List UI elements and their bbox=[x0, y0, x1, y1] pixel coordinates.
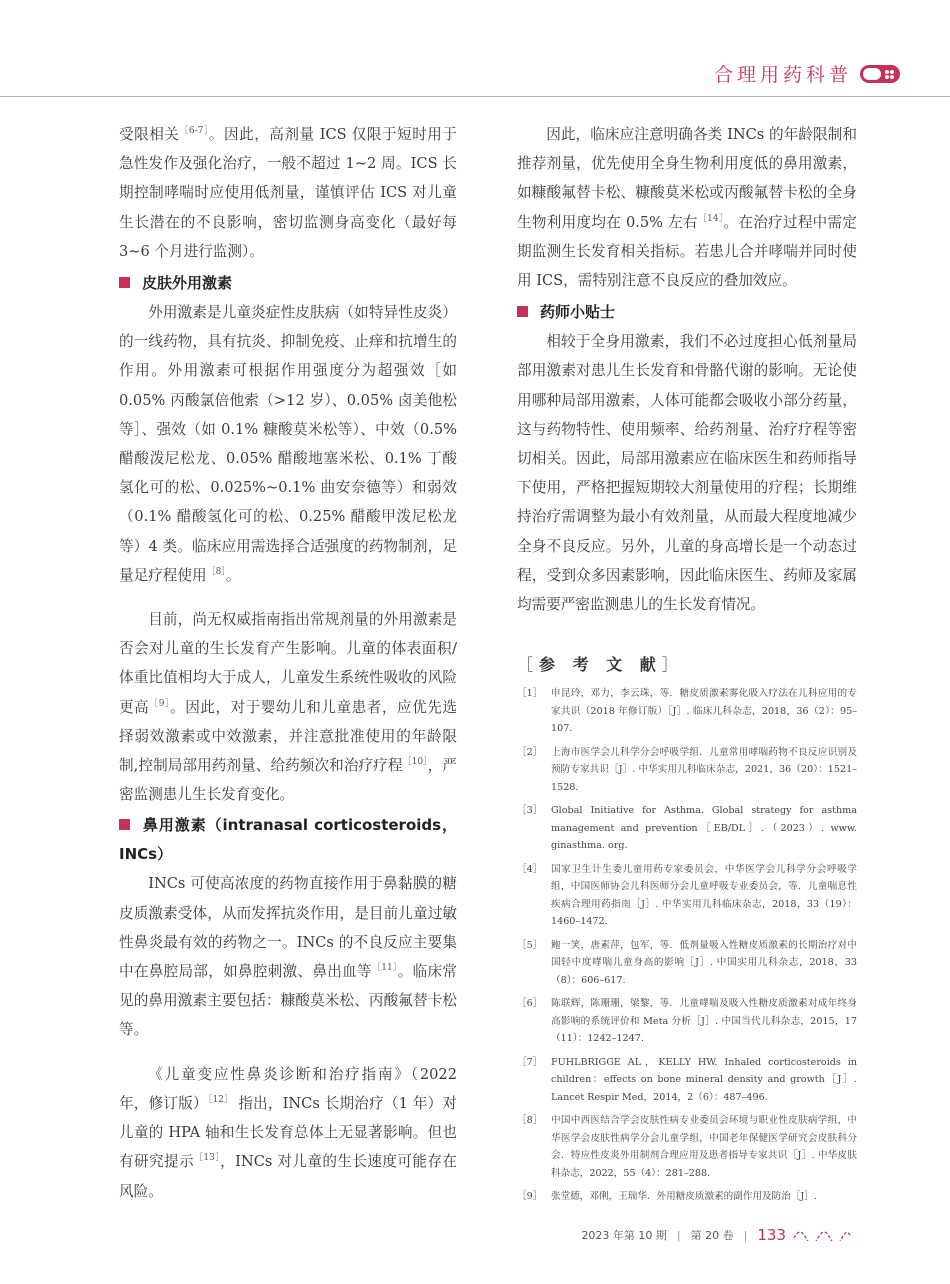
reference-number: ［5］ bbox=[517, 939, 543, 951]
section-heading-pharmacist-tips: 药师小贴士 bbox=[517, 297, 857, 327]
paragraph: 外用激素是儿童炎症性皮肤病（如特异性皮炎）的一线药物，具有抗炎、抑制免疫、止痒和抗增生的作用。外用激素可根据作用强度分为超强效［如 0.05% 丙酸氯倍他索（>12 岁）、0.05% 卤美他松等］、强效（如 0.1% 糠酸莫米松等）、中效（0.5% 醋酸泼尼松龙、0.05% 醋酸地塞米松、0.1% 丁酸氢化可的松、0.025%~0.1% 曲安奈德等）和弱效（0.1% 醋酸氢化可的松、0.25% 醋酸甲泼尼松龙等）4 类。临床应用需选择合适强度的药物制剂，足量足疗程使用$^{[8]}$。 bbox=[119, 304, 457, 584]
footer-separator: | bbox=[743, 1228, 748, 1242]
reference-text: 陈联辉，陈珊珊，梁黎，等．儿童哮喘及吸入性糖皮质激素对成年终身高影响的系统评价和 Meta 分析［J］. 中国当代儿科杂志，2015，17（11）：1242–1247. bbox=[551, 998, 857, 1045]
page-number: 133 bbox=[757, 1226, 786, 1244]
citation-ref: ［11］ bbox=[371, 963, 398, 974]
page-footer bbox=[581, 1226, 852, 1244]
journal-section-title: 合理用药科普 bbox=[713, 64, 852, 86]
reference-item bbox=[517, 802, 857, 855]
reference-text: Global Initiative for Asthma. Global strategy for asthma management and prevention［EB/DL］.（2023）. www. ginasthma. org. bbox=[551, 805, 857, 852]
reference-text: 鲍一笑，唐素萍，包军，等．低剂量吸入性糖皮质激素的长期治疗对中国轻中度哮喘儿童身高的影响［J］. 中国实用儿科杂志，2018，33（8）：606–617. bbox=[551, 939, 857, 986]
square-bullet-icon bbox=[119, 819, 130, 830]
citation-ref: ［12］ bbox=[207, 1094, 234, 1105]
references-title: ［参 考 文 献］ bbox=[517, 655, 684, 675]
issue-label: 2023 年第 10 期 bbox=[581, 1229, 667, 1242]
right-column bbox=[517, 120, 857, 1212]
reference-text: 张堂德，邓俐，王瑞华．外用糖皮质激素的副作用及防治［J］. bbox=[551, 1191, 817, 1203]
citation-ref: ［6-7］ bbox=[179, 126, 209, 136]
reference-item bbox=[517, 1112, 857, 1182]
section-heading-nasal-steroids: 鼻用激素（intranasal corticosteroids，INCs） bbox=[119, 816, 457, 864]
reference-item bbox=[517, 744, 857, 797]
header-rule bbox=[0, 96, 950, 97]
reference-number: ［7］ bbox=[517, 1056, 543, 1068]
paragraph: 《儿童变应性鼻炎诊断和治疗指南》（2022 年，修订版）$^{[12]}$ 指出，INCs 长期治疗（1 年）对儿童的 HPA 轴和生长发育总体上无显著影响。但也有研究提示$^{[13]}$，INCs 对儿童的生长速度可能存在风险。 bbox=[119, 1065, 457, 1200]
citation-ref: ［14］ bbox=[697, 213, 724, 224]
citation-ref: ［13］ bbox=[194, 1153, 221, 1164]
citation-ref: ［9］ bbox=[149, 698, 171, 709]
footer-separator: | bbox=[676, 1228, 681, 1242]
reference-item bbox=[517, 995, 857, 1048]
citation-ref: ［8］ bbox=[206, 566, 226, 577]
reference-number: ［6］ bbox=[517, 998, 543, 1010]
reference-text: 上海市医学会儿科学分会呼吸学组．儿童常用哮喘药物不良反应识别及预防专家共识［J］. 中华实用儿科临床杂志，2021，36（20）：1521–1528. bbox=[551, 746, 857, 793]
left-column bbox=[119, 120, 457, 1206]
reference-item bbox=[517, 685, 857, 738]
paragraph: 因此，临床应注意明确各类 INCs 的年龄限制和推荐剂量，优先使用全身生物利用度低的鼻用激素，如糠酸氟替卡松、糠酸莫米松或丙酸氟替卡松的全身生物利用度均在 0.5% 左右$^{[14]}$。在治疗过程中需定期监测生长发育相关指标。若患儿合并哮喘并同时使用 ICS，需特别注意不良反应的叠加效应。 bbox=[517, 126, 858, 290]
citation-ref: ［10］ bbox=[402, 757, 428, 768]
reference-text: 申昆玲，邓力，李云珠，等．糖皮质激素雾化吸入疗法在儿科应用的专家共识（2018 年修订版）［J］. 临床儿科杂志，2018，36（2）：95–107. bbox=[551, 688, 857, 735]
reference-item bbox=[517, 861, 857, 931]
paragraph: 受限相关$^{[6-7]}$。因此，高剂量 ICS 仅限于短时用于急性发作及强化治疗，一般不超过 1~2 周。ICS 长期控制哮喘时应使用低剂量，谨慎评估 ICS 对儿童生长潜在的不良影响，密切监测身高变化（最好每 3~6 个月进行监测）。 bbox=[119, 126, 457, 260]
reference-text: FUHLBRIGGE AL，KELLY HW. Inhaled corticosteroids in children：effects on bone mineral density and growth［J］. Lancet Respir Med，2014，2（6）：487–496. bbox=[551, 1056, 857, 1103]
square-bullet-icon bbox=[119, 277, 130, 288]
volume-label: 第 20 卷 bbox=[690, 1229, 734, 1242]
reference-number: ［1］ bbox=[517, 688, 543, 700]
paragraph: 目前，尚无权威指南指出常规剂量的外用激素是否会对儿童的生长发育产生影响。儿童的体表面积/体重比值相均大于成人，儿童发生系统性吸收的风险更高$^{[9]}$。因此，对于婴幼儿和儿童患者，应优先选择弱效激素或中效激素，并注意批准使用的年龄限制,控制局部用药剂量、给药频次和治疗疗程$^{[10]}$，严密监测患儿生长发育变化。 bbox=[119, 611, 457, 804]
reference-number: ［4］ bbox=[517, 863, 543, 875]
decorative-wave-icon bbox=[792, 1229, 852, 1241]
reference-number: ［3］ bbox=[517, 805, 543, 817]
reference-item bbox=[517, 1054, 857, 1107]
reference-item bbox=[517, 937, 857, 990]
reference-item bbox=[517, 1188, 857, 1206]
reference-number: ［8］ bbox=[517, 1115, 543, 1127]
reference-number: ［2］ bbox=[517, 746, 543, 758]
reference-number: ［9］ bbox=[517, 1191, 543, 1203]
reference-list bbox=[517, 685, 857, 1206]
reference-text: 中国中西医结合学会皮肤性病专业委员会环境与职业性皮肤病学组，中华医学会皮肤性病学分会儿童学组，中国老年保健医学研究会皮肤科分会．特应性皮炎外用制剂合理应用及患者指导专家共识［J］. 中华皮肤科杂志，2022，55（4）：281–288. bbox=[551, 1115, 857, 1179]
paragraph: INCs 可使高浓度的药物直接作用于鼻黏膜的糖皮质激素受体，从而发挥抗炎作用，是目前儿童过敏性鼻炎最有效的药物之一。INCs 的不良反应主要集中在鼻腔局部，如鼻腔刺激、鼻出血等$^{[11]}$。临床常见的鼻用激素主要包括：糠酸莫米松、丙酸氟替卡松等。 bbox=[119, 875, 457, 1039]
reference-text: 国家卫生计生委儿童用药专家委员会，中华医学会儿科学分会呼吸学组，中国医师协会儿科医师分会儿童呼吸专业委员会，等．儿童喘息性疾病合理用药指南［J］. 中华实用儿科临床杂志，2018，33（19）：1460–1472. bbox=[551, 863, 857, 928]
section-heading-topical-steroids: 皮肤外用激素 bbox=[119, 268, 457, 298]
square-bullet-icon bbox=[517, 306, 528, 317]
paragraph: 相较于全身用激素，我们不必过度担心低剂量局部用激素对患儿生长发育和骨骼代谢的影响。无论使用哪种局部用激素，人体可能都会吸收小部分药量，这与药物特性、使用频率、给药剂量、治疗疗程等密切相关。因此，局部用激素应在临床医生和药师指导下使用，严格把握短期较大剂量使用的疗程；长期维持治疗需调整为最小有效剂量，从而最大程度地减少全身不良反应。另外，儿童的身高增长是一个动态过程，受到众多因素影响，因此临床医生、药师及家属均需要严密监测患儿的生长发育情况。 bbox=[517, 333, 857, 614]
pill-capsule-icon bbox=[859, 63, 901, 85]
